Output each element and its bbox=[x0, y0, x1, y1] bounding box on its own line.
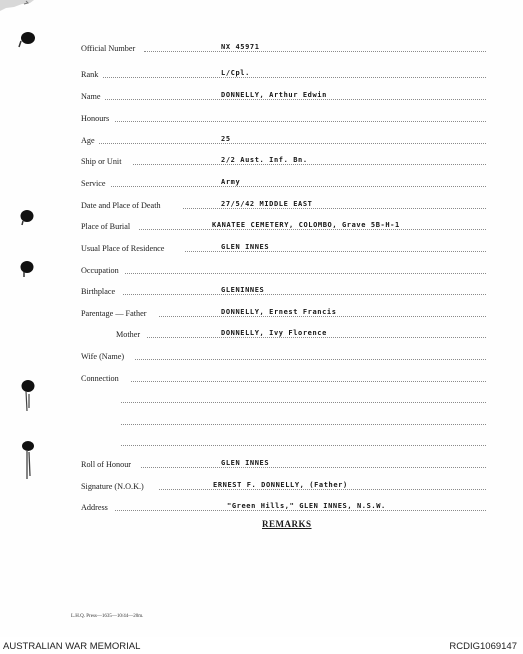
binder-punch-hole-icon bbox=[16, 258, 38, 278]
dotted-rule bbox=[185, 251, 486, 252]
field-label: Usual Place of Residence bbox=[81, 244, 165, 253]
field-service bbox=[81, 179, 486, 193]
field-parentage-mother bbox=[81, 330, 486, 344]
field-honours bbox=[81, 114, 486, 128]
dotted-rule bbox=[147, 337, 486, 338]
field-wife-name bbox=[81, 352, 486, 366]
field-birthplace bbox=[81, 287, 486, 301]
field-official-number bbox=[81, 44, 486, 58]
footer-institution: AUSTRALIAN WAR MEMORIAL bbox=[3, 641, 141, 652]
field-label: Connection bbox=[81, 374, 119, 383]
field-value: ERNEST F. DONNELLY, (Father) bbox=[213, 481, 348, 489]
field-usual-residence bbox=[81, 244, 486, 258]
binder-punch-hole-icon bbox=[16, 206, 38, 226]
field-age bbox=[81, 136, 486, 150]
dotted-rule bbox=[183, 208, 486, 209]
dotted-rule bbox=[123, 294, 486, 295]
dotted-rule bbox=[115, 510, 486, 511]
field-label: Birthplace bbox=[81, 287, 116, 296]
field-value: 27/5/42 MIDDLE EAST bbox=[221, 200, 313, 208]
field-label: Honours bbox=[81, 114, 110, 123]
field-value: DONNELLY, Ernest Francis bbox=[221, 308, 337, 316]
field-label: Age bbox=[81, 136, 95, 145]
dotted-rule bbox=[111, 186, 486, 187]
field-name bbox=[81, 92, 486, 106]
field-address bbox=[81, 503, 486, 517]
field-connection bbox=[81, 374, 486, 388]
field-label: Date and Place of Death bbox=[81, 201, 161, 210]
field-rank bbox=[81, 70, 486, 84]
field-date-place-of-death bbox=[81, 201, 486, 215]
field-label: Roll of Honour bbox=[81, 460, 132, 469]
field-value: "Green Hills," GLEN INNES, N.S.W. bbox=[227, 502, 386, 510]
torn-corner-mark bbox=[0, 0, 42, 14]
binder-punch-hole-icon bbox=[16, 378, 38, 412]
dotted-rule bbox=[159, 489, 486, 490]
dotted-rule bbox=[115, 121, 486, 122]
field-label: Mother bbox=[116, 330, 141, 339]
field-label: Signature (N.O.K.) bbox=[81, 482, 144, 491]
dotted-rule bbox=[105, 99, 486, 100]
field-ship-or-unit bbox=[81, 157, 486, 171]
field-value: GLENINNES bbox=[221, 286, 265, 294]
field-label: Wife (Name) bbox=[81, 352, 125, 361]
footer-record-id: RCDIG1069147 bbox=[449, 641, 517, 652]
dotted-rule bbox=[103, 77, 486, 78]
field-value: Army bbox=[221, 178, 241, 186]
printer-imprint: L.H.Q. Press—1635—10/44—20m. bbox=[71, 614, 144, 619]
field-connection-line bbox=[81, 395, 486, 409]
dotted-rule bbox=[131, 381, 486, 382]
field-value: GLEN INNES bbox=[221, 459, 270, 467]
field-label: Ship or Unit bbox=[81, 157, 122, 166]
archive-footer bbox=[0, 637, 523, 654]
binder-punch-hole-icon bbox=[16, 440, 38, 480]
dotted-rule bbox=[99, 143, 486, 144]
remarks-heading: REMARKS bbox=[262, 519, 312, 529]
field-occupation bbox=[81, 266, 486, 280]
field-label: Place of Burial bbox=[81, 222, 131, 231]
field-value: GLEN INNES bbox=[221, 243, 270, 251]
dotted-rule bbox=[144, 51, 486, 52]
field-value: KANATEE CEMETERY, COLOMBO, Grave 5B-H-1 bbox=[212, 221, 400, 229]
field-label: Rank bbox=[81, 70, 99, 79]
field-value: NX 45971 bbox=[221, 43, 260, 51]
dotted-rule bbox=[133, 164, 486, 165]
field-connection-line bbox=[81, 417, 486, 431]
field-value: L/Cpl. bbox=[221, 69, 250, 77]
field-roll-of-honour bbox=[81, 460, 486, 474]
field-parentage-father bbox=[81, 309, 486, 323]
field-place-of-burial bbox=[81, 222, 486, 236]
field-label: Service bbox=[81, 179, 106, 188]
field-value: 25 bbox=[221, 135, 231, 143]
dotted-rule bbox=[121, 402, 486, 403]
field-label: Official Number bbox=[81, 44, 136, 53]
dotted-rule bbox=[141, 467, 486, 468]
dotted-rule bbox=[121, 445, 486, 446]
field-label: Name bbox=[81, 92, 101, 101]
field-label: Occupation bbox=[81, 266, 119, 275]
dotted-rule bbox=[159, 316, 486, 317]
field-value: DONNELLY, Arthur Edwin bbox=[221, 91, 327, 99]
field-connection-line bbox=[81, 438, 486, 452]
field-signature-nok bbox=[81, 482, 486, 496]
field-label: Parentage — Father bbox=[81, 309, 147, 318]
dotted-rule bbox=[135, 359, 486, 360]
field-value: DONNELLY, Ivy Florence bbox=[221, 329, 327, 337]
dotted-rule bbox=[121, 424, 486, 425]
field-label: Address bbox=[81, 503, 108, 512]
dotted-rule bbox=[125, 273, 486, 274]
dotted-rule bbox=[139, 229, 486, 230]
binder-punch-hole-icon bbox=[16, 29, 38, 49]
field-value: 2/2 Aust. Inf. Bn. bbox=[221, 156, 308, 164]
